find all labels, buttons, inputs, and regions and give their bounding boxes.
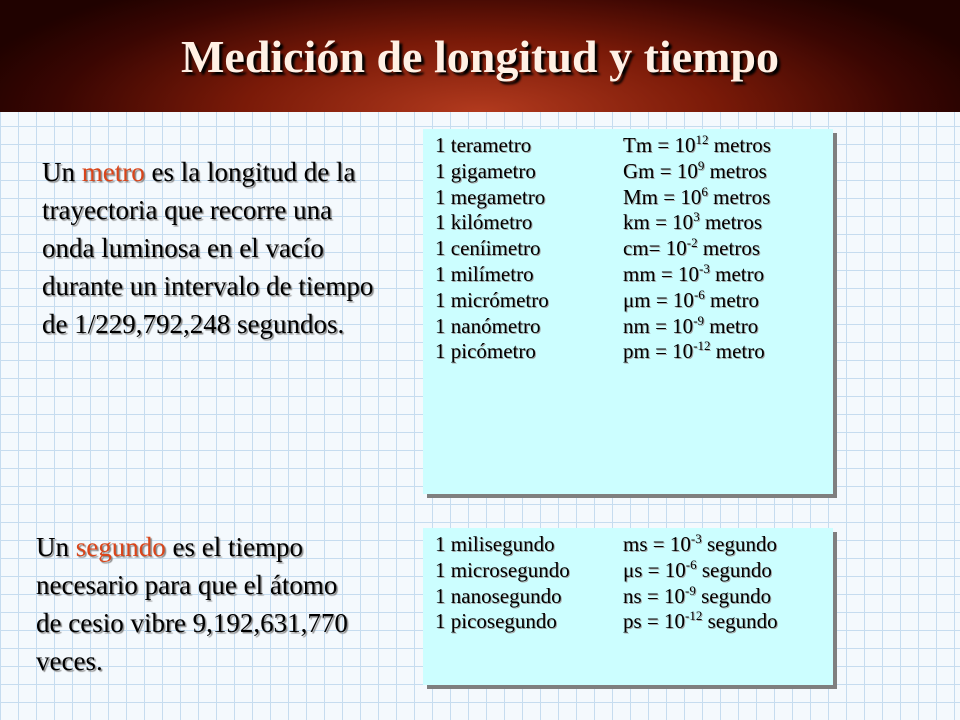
table-row: [435, 609, 778, 635]
metro-pre: Un: [42, 157, 82, 187]
unit-equivalence: pm = $10^{-12}$ metro: [623, 338, 765, 364]
unit-name: 1 ceníimetro: [435, 236, 541, 261]
segundo-post: es el tiempo necesario para que el átomo de cesio vibre 9,192,631,770 veces.: [36, 532, 348, 676]
unit-name: 1 picosegundo: [435, 609, 557, 634]
unit-name: 1 terametro: [435, 133, 532, 157]
segundo-definition: [36, 528, 366, 680]
unit-equivalence: $cm= 10^{-2}$ metros: [623, 235, 760, 261]
unit-name: 1 kilómetro: [435, 210, 533, 235]
unit-name: 1 gigametro: [435, 158, 536, 183]
unit-name: 1 microsegundo: [435, 557, 570, 582]
table-row: [435, 288, 771, 314]
table-row: [435, 262, 771, 288]
unit-name: 1 micrómetro: [435, 287, 549, 312]
unit-equivalence: $Mm = 10^6$ metros: [623, 183, 771, 209]
unit-name: 1 nanómetro: [435, 313, 541, 338]
unit-equivalence: km = $10^3$ metros: [623, 209, 763, 235]
unit-equivalence: $\mu m = 10^{-6}$ metro: [623, 286, 760, 312]
metro-definition: [42, 153, 387, 343]
unit-equivalence: $\mu s = 10^{-6}$ segundo: [623, 556, 772, 582]
table-row: [435, 236, 771, 262]
table-row: [435, 584, 778, 610]
unit-equivalence: mm = $10^{-3}$ metro: [623, 260, 765, 286]
unit-equivalence: ms = $10^{-3}$ segundo: [623, 531, 777, 556]
unit-name: 1 nanosegundo: [435, 583, 562, 608]
table-row: [435, 339, 771, 365]
table-row: [435, 159, 771, 185]
unit-name: 1 picómetro: [435, 339, 536, 364]
table-row: [435, 558, 778, 584]
table-row: [435, 532, 778, 558]
unit-equivalence: ps = $10^{-12}$ segundo: [623, 608, 778, 634]
length-units-box: [423, 129, 833, 494]
table-row: [435, 185, 771, 211]
unit-equivalence: ns = $10^{-9}$ segundo: [623, 582, 772, 608]
time-units-table: [435, 532, 778, 635]
title-bar: [0, 0, 960, 112]
table-row: [435, 133, 771, 159]
segundo-highlight: segundo: [75, 532, 166, 562]
segundo-pre: Un: [36, 532, 76, 562]
slide-title: Medición de longitud y tiempo: [180, 31, 780, 82]
time-units-box: [423, 528, 833, 685]
unit-name: 1 milímetro: [435, 261, 534, 286]
table-row: [435, 314, 771, 340]
unit-name: 1 milisegundo: [435, 532, 555, 556]
metro-highlight: metro: [81, 157, 145, 187]
unit-equivalence: nm = $10^{-9}$ metro: [623, 312, 759, 338]
unit-name: 1 megametro: [435, 184, 546, 209]
metro-post: es la longitud de la trayectoria que recorre una onda luminosa en el vacío durante un intervalo de tiempo de 1/229,792,248 segundos.: [42, 157, 374, 339]
table-row: [435, 210, 771, 236]
length-units-table: [435, 133, 771, 365]
unit-equivalence: $Gm = 10^9$ metros: [623, 157, 767, 183]
unit-equivalence: $Tm = 10^{12}$ metros: [623, 132, 771, 157]
